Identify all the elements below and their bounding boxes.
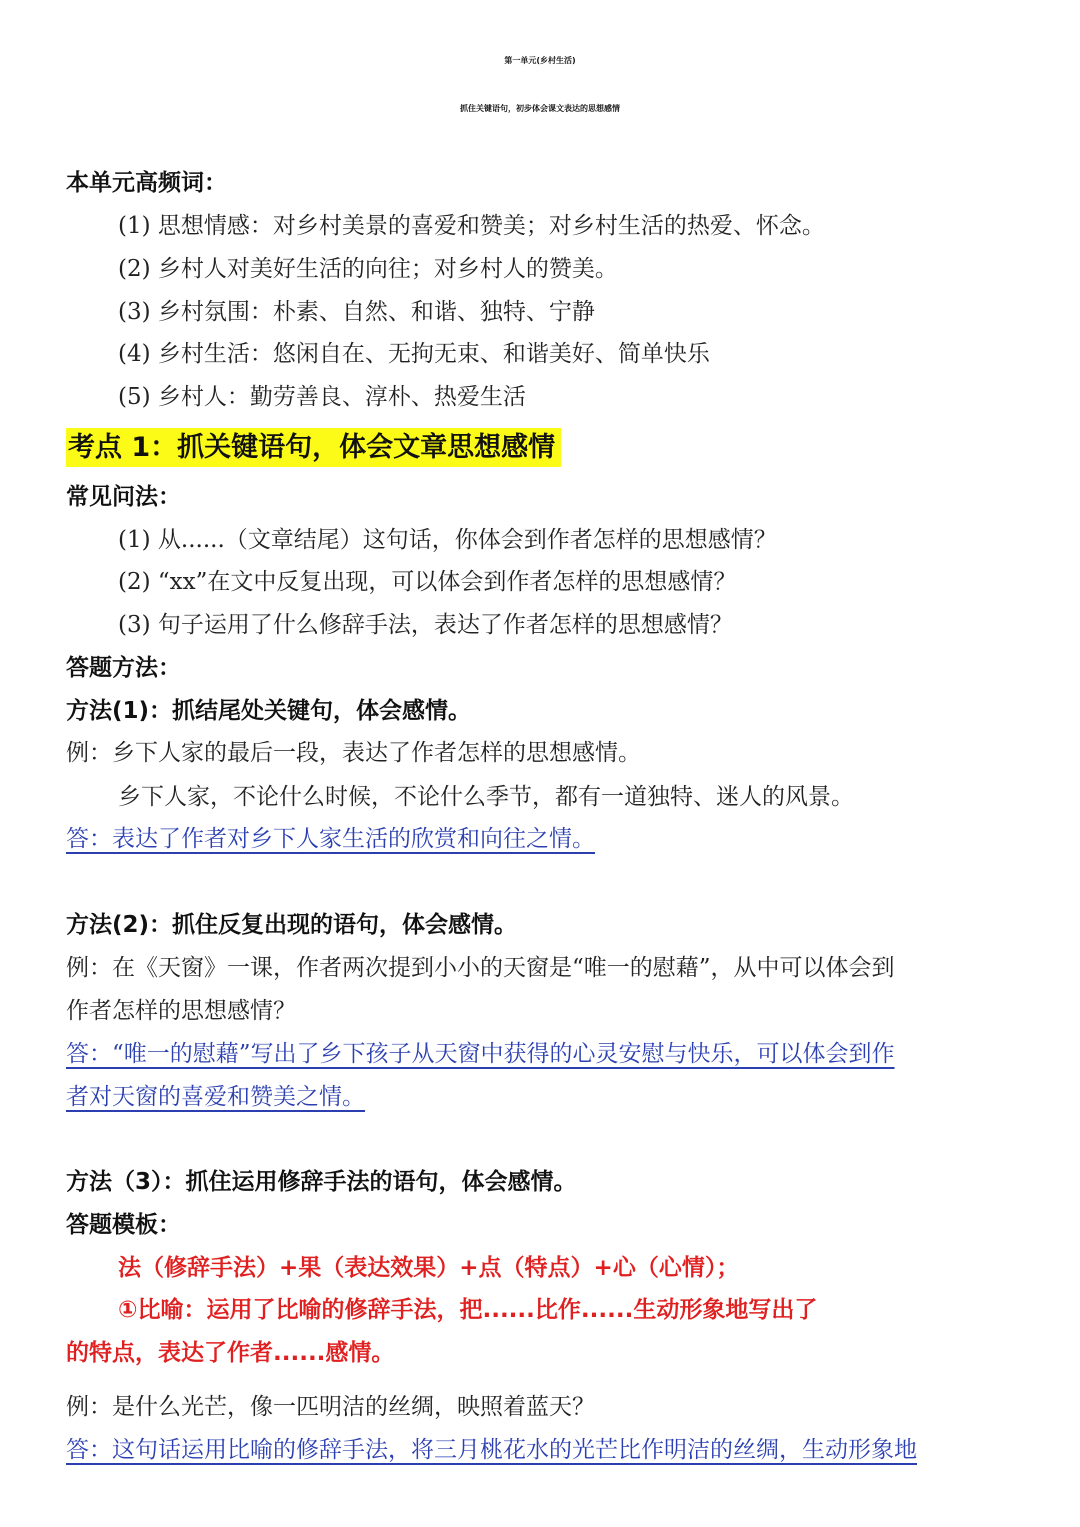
method2-answer-line2: 者对天窗的喜爱和赞美之情。	[66, 1084, 365, 1110]
method2-example-line2: 作者怎样的思想感情？	[66, 998, 296, 1024]
question-item: (1) 从......（文章结尾）这句话，你体会到作者怎样的思想感情？	[118, 527, 777, 553]
question-item: (3) 句子运用了什么修辞手法，表达了作者怎样的思想感情？	[118, 612, 733, 638]
method1-answer: 答：表达了作者对乡下人家生活的欣赏和向往之情。	[66, 826, 595, 852]
method1-quote: 乡下人家，不论什么时候，不论什么季节，都有一道独特、迷人的风景。	[118, 784, 854, 810]
questions-heading: 常见问法：	[66, 484, 181, 510]
method1-example: 例：乡下人家的最后一段，表达了作者怎样的思想感情。	[66, 740, 641, 766]
question-item: (2) “xx”在文中反复出现，可以体会到作者怎样的思想感情？	[118, 569, 737, 595]
kaodian-title: 考点 1：抓关键语句，体会文章思想感情	[66, 428, 561, 467]
template-line1: 法（修辞手法）+果（表达效果）+点（特点）+心（心情）；	[118, 1255, 740, 1281]
vocab-item: (4) 乡村生活：悠闲自在、无拘无束、和谐美好、简单快乐	[118, 341, 710, 367]
method3-example: 例：是什么光芒，像一匹明洁的丝绸，映照着蓝天？	[66, 1394, 595, 1420]
page-title: 第一单元(乡村生活)	[504, 56, 576, 65]
method2-title: 方法(2)：抓住反复出现的语句，体会感情。	[66, 912, 518, 938]
method1-title: 方法(1)：抓结尾处关键句，体会感情。	[66, 698, 472, 724]
method3-answer: 答：这句话运用比喻的修辞手法，将三月桃花水的光芒比作明洁的丝绸，生动形象地	[66, 1437, 917, 1463]
template-line2: ①比喻：运用了比喻的修辞手法，把......比作......生动形象地写出了	[118, 1297, 818, 1323]
vocab-item: (5) 乡村人：勤劳善良、淳朴、热爱生活	[118, 384, 526, 410]
template-heading: 答题模板：	[66, 1212, 181, 1238]
methods-heading: 答题方法：	[66, 655, 181, 681]
method2-answer-line1: 答：“唯一的慰藉”写出了乡下孩子从天窗中获得的心灵安慰与快乐，可以体会到作	[66, 1041, 895, 1067]
page-subtitle: 抓住关键语句，初步体会课文表达的思想感情	[460, 104, 620, 113]
vocab-item: (1) 思想情感：对乡村美景的喜爱和赞美；对乡村生活的热爱、怀念。	[118, 213, 825, 239]
method3-title: 方法（3）：抓住运用修辞手法的语句，体会感情。	[66, 1169, 577, 1195]
template-line3: 的特点，表达了作者......感情。	[66, 1340, 395, 1366]
kaodian-title-wrap	[66, 432, 561, 463]
vocab-item: (3) 乡村氛围：朴素、自然、和谐、独特、宁静	[118, 299, 595, 325]
method2-example-line1: 例：在《天窗》一课，作者两次提到小小的天窗是“唯一的慰藉”，从中可以体会到	[66, 955, 895, 981]
vocab-item: (2) 乡村人对美好生活的向往；对乡村人的赞美。	[118, 256, 618, 282]
vocab-heading: 本单元高频词：	[66, 170, 227, 196]
